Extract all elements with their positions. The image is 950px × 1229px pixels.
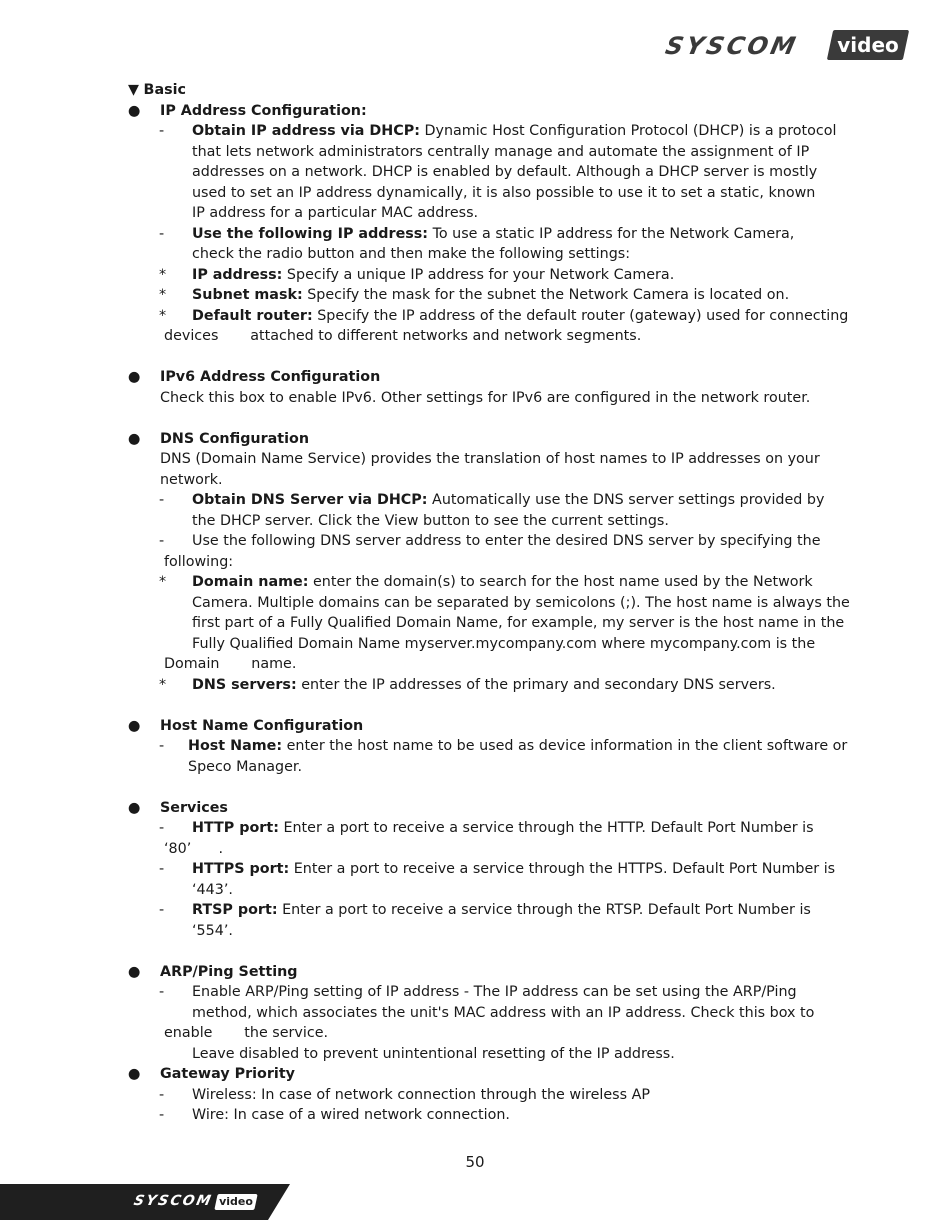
port-value: ‘80’ . — [164, 840, 224, 857]
text-line — [128, 244, 828, 265]
bullet-icon: ● — [128, 369, 141, 385]
footer-logo-badge-text: video — [219, 1195, 253, 1208]
footer-logo-badge — [214, 1194, 257, 1210]
description: Specify the IP address of the default router (gateway) used for connecting — [312, 307, 849, 324]
description: enter the IP addresses of the primary and secondary DNS servers. — [296, 676, 776, 693]
section-heading — [128, 80, 828, 101]
text-run — [192, 224, 794, 245]
collapse-triangle-icon: ▼ — [128, 82, 139, 98]
description: enable the service. — [164, 1025, 329, 1041]
text-line — [128, 839, 828, 860]
page-number: 50 — [465, 1153, 485, 1171]
logo-badge-text: video — [837, 33, 899, 57]
text-run — [192, 900, 811, 921]
spacer — [128, 777, 828, 798]
text-run — [192, 572, 813, 593]
description: first part of a Fully Qualified Domain Name, for example, my server is the host name in the — [192, 615, 845, 631]
description: Use the following DNS server address to enter the desired DNS server by specifying the — [192, 533, 821, 549]
text-line — [128, 449, 828, 470]
term: DNS servers: — [192, 676, 297, 693]
text-line — [128, 183, 828, 204]
text-line — [128, 1023, 828, 1044]
text-line — [128, 203, 828, 224]
page-content — [128, 80, 850, 1126]
bullet-icon: ● — [128, 102, 141, 119]
text-line — [128, 388, 828, 409]
term: HTTP port: — [192, 820, 279, 836]
text-line — [128, 921, 828, 942]
list-item — [128, 1064, 828, 1085]
text-line — [128, 757, 828, 778]
text-line — [128, 224, 828, 245]
description: addresses on a network. DHCP is enabled by default. Although a DHCP server is mostly — [192, 164, 818, 180]
text-run — [192, 675, 776, 696]
text-line — [128, 142, 828, 163]
bullet-icon: ● — [128, 799, 141, 816]
description: following: — [164, 553, 234, 570]
dash-mark: - — [159, 820, 165, 836]
description: enter the host name to be used as device information in the client software or — [282, 738, 848, 754]
text-line — [128, 880, 828, 901]
description: Leave disabled to prevent unintentional resetting of the IP address. — [192, 1045, 675, 1062]
description: devices attached to different networks and network segments. — [164, 328, 642, 344]
dash-mark: - — [159, 492, 165, 508]
description: Specify the mask for the subnet the Network Camera is located on. — [302, 287, 790, 303]
spacer — [128, 695, 828, 716]
description: Fully Qualified Domain Name myserver.mycompany.com where mycompany.com is the — [192, 635, 816, 652]
text-line — [128, 1003, 828, 1024]
text-line — [128, 326, 828, 347]
bullet-icon: ● — [128, 1066, 141, 1082]
description: method, which associates the unit's MAC address with an IP address. Check this box to — [192, 1004, 815, 1021]
bullet-icon: ● — [128, 717, 141, 734]
description: Enable ARP/Ping setting of IP address - The IP address can be set using the ARP/Ping — [192, 984, 797, 1000]
term: Domain name: — [192, 574, 309, 590]
text-line — [128, 982, 828, 1003]
dash-mark: - — [159, 902, 165, 918]
star-mark: * — [159, 307, 167, 324]
text-line — [128, 552, 828, 573]
term: Use the following IP address: — [192, 225, 429, 242]
text-line — [128, 572, 828, 593]
footer-logo-wordmark: SYSCOM — [132, 1193, 215, 1209]
dns-heading: DNS Configuration — [160, 430, 310, 447]
term: Obtain IP address via DHCP: — [192, 123, 420, 139]
ip-heading: IP Address Configuration: — [160, 102, 367, 119]
bullet-icon: ● — [128, 430, 141, 447]
text-line — [128, 1044, 828, 1065]
footer-band-slant — [268, 1184, 290, 1220]
gateway-heading: Gateway Priority — [160, 1066, 295, 1082]
description: Domain name. — [164, 656, 297, 672]
dash-mark: - — [159, 984, 165, 1000]
text-line — [128, 736, 848, 757]
dash-mark: - — [159, 1086, 165, 1103]
text-line — [128, 900, 828, 921]
dash-mark: - — [159, 123, 165, 139]
description: Wireless: In case of network connection through the wireless AP — [192, 1086, 651, 1103]
syscom-video-logo — [663, 30, 908, 62]
ipv6-heading: IPv6 Address Configuration — [160, 369, 381, 385]
text-line — [128, 121, 837, 142]
list-item — [128, 716, 828, 737]
text-line — [128, 162, 828, 183]
section-title: Basic — [143, 82, 186, 98]
dash-mark: - — [159, 533, 165, 549]
text-run — [192, 285, 789, 306]
text-line — [128, 1085, 828, 1106]
star-mark: * — [159, 676, 167, 693]
description: IP address for a particular MAC address. — [192, 205, 479, 221]
host-heading: Host Name Configuration — [160, 717, 364, 734]
description: the DHCP server. Click the View button to see the current settings. — [192, 512, 669, 529]
text-line — [128, 511, 828, 532]
text-run — [192, 818, 814, 839]
description: Speco Manager. — [188, 758, 302, 775]
description: To use a static IP address for the Network Camera, — [428, 225, 795, 242]
list-item — [128, 798, 828, 819]
dash-mark: - — [159, 225, 165, 242]
logo-badge — [827, 30, 909, 60]
services-heading: Services — [160, 799, 228, 816]
text-line — [128, 470, 828, 491]
term: HTTPS port: — [192, 861, 290, 877]
description: check the radio button and then make the following settings: — [192, 246, 631, 262]
text-run — [192, 265, 674, 286]
text-run — [192, 121, 837, 142]
text-line — [128, 285, 828, 306]
text-run — [192, 490, 824, 511]
description: used to set an IP address dynamically, it is also possible to use it to set a static, known — [192, 184, 816, 201]
term: Default router: — [192, 307, 313, 324]
term: Subnet mask: — [192, 287, 303, 303]
dash-mark: - — [159, 738, 165, 754]
list-item — [128, 429, 828, 450]
description: Check this box to enable IPv6. Other settings for IPv6 are configured in the network router. — [160, 389, 811, 406]
text-line — [128, 593, 850, 614]
port-value: ‘443’. — [192, 881, 233, 898]
text-run — [188, 736, 847, 757]
spacer — [128, 941, 828, 962]
port-value: ‘554’. — [192, 922, 233, 939]
list-item — [128, 101, 828, 122]
text-run — [192, 859, 835, 880]
description: Specify a unique IP address for your Network Camera. — [282, 266, 675, 283]
text-line — [128, 634, 828, 655]
text-run — [192, 306, 848, 327]
star-mark: * — [159, 287, 167, 303]
text-line — [128, 531, 828, 552]
text-line — [128, 490, 828, 511]
description: Enter a port to receive a service through the RTSP. Default Port Number is — [277, 902, 811, 918]
term: IP address: — [192, 266, 283, 283]
footer-bar — [0, 1184, 950, 1229]
star-mark: * — [159, 266, 167, 283]
description: Automatically use the DNS server settings provided by — [427, 492, 825, 508]
description: enter the domain(s) to search for the host name used by the Network — [308, 574, 813, 590]
logo-wordmark: SYSCOM — [663, 32, 801, 60]
list-item — [128, 367, 828, 388]
term: RTSP port: — [192, 902, 278, 918]
description: Enter a port to receive a service through the HTTP. Default Port Number is — [278, 820, 814, 836]
star-mark: * — [159, 574, 167, 590]
list-item — [128, 962, 828, 983]
text-line — [128, 859, 836, 880]
text-line — [128, 1105, 828, 1126]
description: network. — [160, 471, 223, 488]
text-line — [128, 818, 828, 839]
arp-heading: ARP/Ping Setting — [160, 963, 298, 980]
term: Obtain DNS Server via DHCP: — [192, 492, 428, 508]
dash-mark: - — [159, 861, 165, 877]
text-line — [128, 265, 828, 286]
text-line — [128, 654, 828, 675]
description: Enter a port to receive a service through the HTTPS. Default Port Number is — [289, 861, 836, 877]
dash-mark: - — [159, 1107, 165, 1123]
text-line — [128, 306, 849, 327]
spacer — [128, 408, 828, 429]
description: that lets network administrators centrally manage and automate the assignment of IP — [192, 143, 810, 160]
spacer — [128, 347, 828, 368]
text-line — [128, 675, 828, 696]
term: Host Name: — [188, 738, 283, 754]
description: Wire: In case of a wired network connection. — [192, 1107, 510, 1123]
bullet-icon: ● — [128, 963, 141, 980]
text-line — [128, 613, 845, 634]
description: Camera. Multiple domains can be separated by semicolons (;). The host name is always the — [192, 594, 850, 611]
description: DNS (Domain Name Service) provides the translation of host names to IP addresses on your — [160, 451, 820, 467]
description: Dynamic Host Configuration Protocol (DHCP) is a protocol — [419, 123, 837, 139]
